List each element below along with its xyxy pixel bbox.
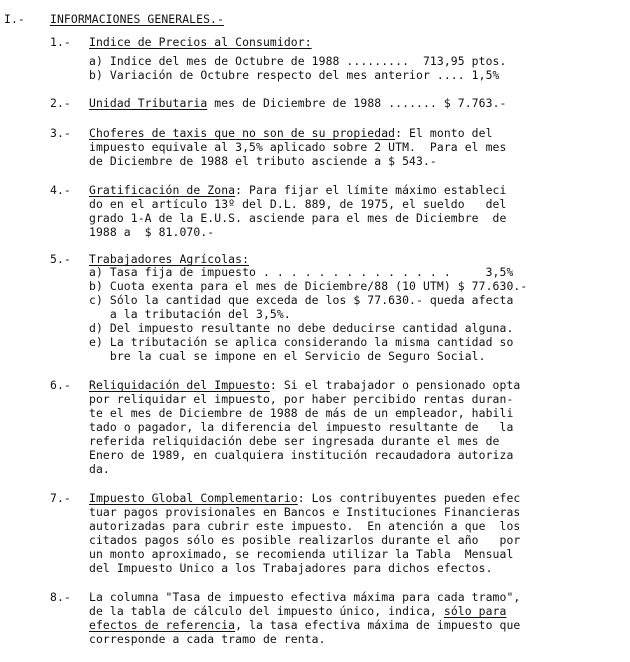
item-line bbox=[89, 184, 506, 197]
item-line: grado 1-A de la E.U.S. asciende para el mes de Diciembre de bbox=[89, 211, 507, 225]
item-line: un monto aproximado, se recomienda utilizar la Tabla Mensual bbox=[89, 547, 514, 561]
section-title: INFORMACIONES GENERALES.- bbox=[50, 12, 224, 26]
item-number: 3.- bbox=[50, 126, 71, 140]
item-line: b) Variación de Octubre respecto del mes anterior .... 1,5% bbox=[89, 68, 500, 82]
item-line bbox=[89, 97, 506, 110]
item-line: d) Del impuesto resultante no debe deducirse cantidad alguna. bbox=[89, 321, 514, 335]
item-number: 5.- bbox=[50, 252, 71, 266]
item-title: Gratificación de Zona bbox=[89, 183, 236, 197]
item-line: impuesto equivale al 3,5% aplicado sobre 2 UTM. Para el mes bbox=[89, 140, 507, 154]
item-line: de Diciembre de 1988 el tributo asciende a $ 543.- bbox=[89, 154, 437, 168]
item-line: del Impuesto Unico a los Trabajadores para dichos efectos. bbox=[89, 561, 493, 575]
item-line: tado o pagador, la diferencia del impuesto resultante de la bbox=[89, 420, 514, 434]
item-title: Unidad Tributaria bbox=[89, 96, 208, 110]
section-number: I.- bbox=[4, 12, 25, 26]
item-line bbox=[89, 619, 520, 632]
item-line bbox=[89, 127, 493, 140]
item-line: a la tributación del 3,5%. bbox=[89, 307, 291, 321]
item-title: Impuesto Global Complementario bbox=[89, 491, 298, 505]
item-emphasis: sólo para bbox=[443, 604, 507, 618]
item-line: bre la cual se impone en el Servicio de Seguro Social. bbox=[89, 349, 486, 363]
item-number: 7.- bbox=[50, 491, 71, 505]
item-title: Trabajadores Agrícolas: bbox=[89, 252, 250, 266]
item-text: : Para fijar el límite máximo estableci bbox=[235, 183, 507, 197]
item-line: corresponde a cada tramo de renta. bbox=[89, 632, 326, 646]
item-line bbox=[89, 492, 520, 505]
item-line bbox=[89, 379, 520, 392]
item-line: a) Indice del mes de Octubre de 1988 ......... 713,95 ptos. bbox=[89, 54, 507, 68]
item-text: : El monto del bbox=[395, 126, 493, 140]
item-text: de la tabla de cálculo del impuesto único, indica, bbox=[89, 604, 444, 618]
item-line: La columna "Tasa de impuesto efectiva máxima para cada tramo", bbox=[89, 590, 521, 604]
item-line: a) Tasa fija de impuesto . . . . . . . . . . . . . . 3,5% bbox=[89, 265, 514, 279]
item-text: , la tasa efectiva máxima de impuesto que bbox=[235, 618, 521, 632]
item-number: 8.- bbox=[50, 590, 71, 604]
item-title: Indice de Precios al Consumidor: bbox=[89, 35, 312, 49]
item-text: : Los contribuyentes pueden efec bbox=[297, 491, 521, 505]
item-title: Reliquidación del Impuesto bbox=[89, 378, 270, 392]
item-number: 1.- bbox=[50, 35, 71, 49]
item-line: citados pagos sólo es posible realizarlos durante el año por bbox=[89, 533, 521, 547]
item-line: e) La tributación se aplica considerando la misma cantidad so bbox=[89, 335, 514, 349]
item-line: tuar pagos provisionales en Bancos e Instituciones Financieras bbox=[89, 505, 521, 519]
item-line: por reliquidar el impuesto, por haber percibido rentas duran- bbox=[89, 392, 514, 406]
item-text: : Si el trabajador o pensionado opta bbox=[269, 378, 521, 392]
item-line: do en el artículo 13º del D.L. 889, de 1975, el sueldo del bbox=[89, 197, 507, 211]
item-title: Choferes de taxis que no son de su propiedad bbox=[89, 126, 396, 140]
item-line: b) Cuota exenta para el mes de Diciembre/88 (10 UTM) $ 77.630.- bbox=[89, 279, 528, 293]
item-line: referida reliquidación debe ser ingresada durante el mes de bbox=[89, 434, 500, 448]
item-line: Enero de 1989, en cualquiera institución recaudadora autoriza bbox=[89, 448, 514, 462]
item-text: mes de Diciembre de 1988 ....... $ 7.763.- bbox=[207, 96, 507, 110]
item-line: autorizadas para cubrir este impuesto. En atención a que los bbox=[89, 519, 521, 533]
item-emphasis: efectos de referencia bbox=[89, 618, 236, 632]
item-line: 1988 a $ 81.070.- bbox=[89, 225, 215, 239]
item-number: 2.- bbox=[50, 96, 71, 110]
item-number: 4.- bbox=[50, 183, 71, 197]
item-line: te el mes de Diciembre de 1988 de más de un empleador, habili bbox=[89, 406, 514, 420]
item-number: 6.- bbox=[50, 378, 71, 392]
item-line: c) Sólo la cantidad que exceda de los $ 77.630.- queda afecta bbox=[89, 293, 514, 307]
item-line: da. bbox=[89, 462, 110, 476]
item-line bbox=[89, 605, 506, 618]
